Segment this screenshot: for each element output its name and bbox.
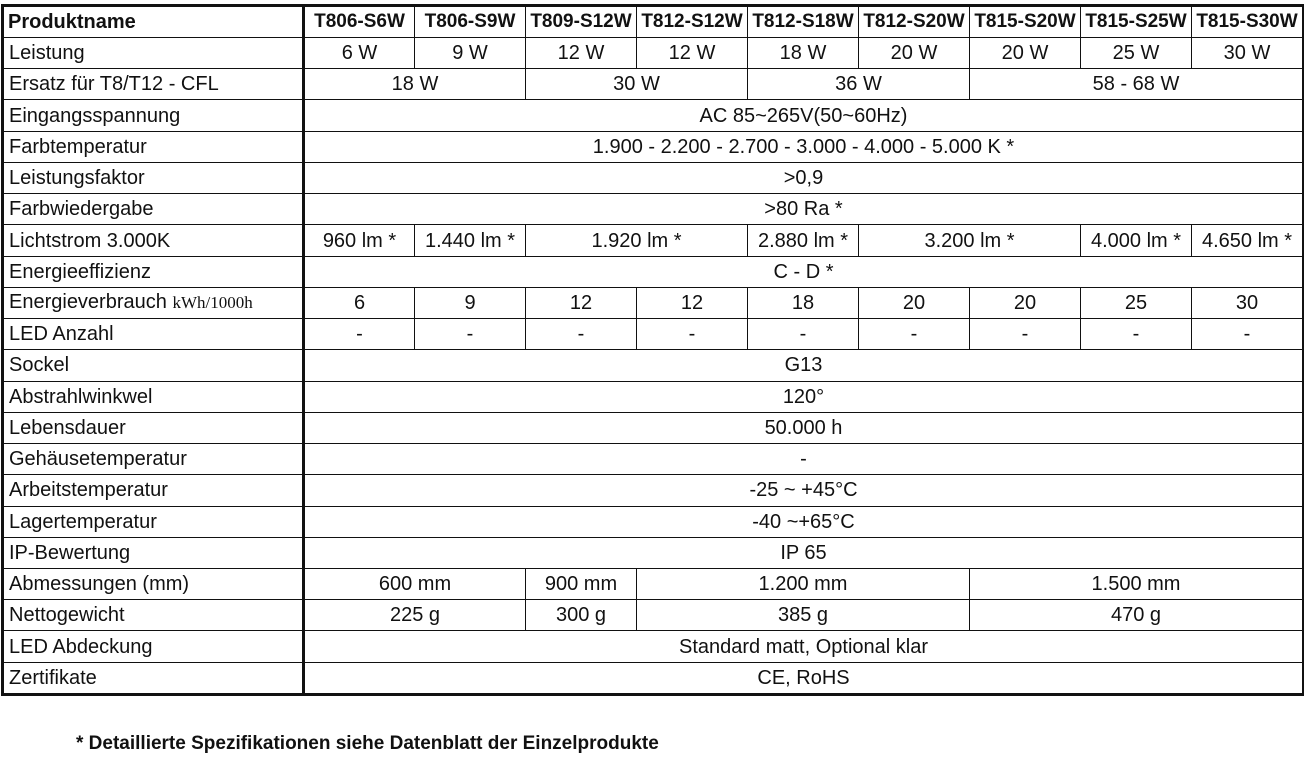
header-row [3, 6, 1304, 38]
spec-row [3, 412, 1304, 443]
row-label-unit: kWh/1000h [172, 293, 253, 313]
spec-row [3, 256, 1304, 287]
spec-cell: 9 W [415, 38, 526, 69]
spec-row [3, 506, 1304, 537]
spec-row [3, 100, 1304, 131]
spec-cell: 4.000 lm * [1081, 225, 1192, 256]
spec-row [3, 537, 1304, 568]
row-label-text: Energieeffizienz [9, 260, 151, 283]
row-label-text: Nettogewicht [9, 604, 125, 627]
spec-cell: 6 [304, 287, 415, 318]
row-label [3, 475, 304, 506]
spec-cell: - [637, 319, 748, 350]
spec-cell: - [859, 319, 970, 350]
row-label [3, 225, 304, 256]
row-label-text: Leistungsfaktor [9, 167, 145, 190]
row-label [3, 100, 304, 131]
row-label-text: Leistung [9, 42, 85, 65]
row-label [3, 194, 304, 225]
row-label-text: Eingangsspannung [9, 104, 181, 127]
spec-cell: CE, RoHS [304, 662, 1304, 694]
row-label [3, 69, 304, 100]
spec-cell: 300 g [526, 600, 637, 631]
header-model: T815-S20W [970, 6, 1081, 38]
spec-cell: - [415, 319, 526, 350]
row-label [3, 287, 304, 318]
header-model: T815-S30W [1192, 6, 1304, 38]
row-label [3, 350, 304, 381]
spec-cell: 1.900 - 2.200 - 2.700 - 3.000 - 4.000 - 5.000 K * [304, 131, 1304, 162]
spec-row [3, 350, 1304, 381]
spec-cell: 1.200 mm [637, 568, 970, 599]
spec-cell: IP 65 [304, 537, 1304, 568]
spec-row [3, 69, 1304, 100]
spec-cell: 30 W [1192, 38, 1304, 69]
header-model: T812-S20W [859, 6, 970, 38]
row-label-text: Zertifikate [9, 666, 97, 689]
spec-row [3, 381, 1304, 412]
row-label [3, 631, 304, 662]
row-label [3, 506, 304, 537]
spec-row [3, 319, 1304, 350]
spec-row [3, 444, 1304, 475]
spec-cell: G13 [304, 350, 1304, 381]
spec-cell: 20 W [970, 38, 1081, 69]
spec-cell: 1.500 mm [970, 568, 1304, 599]
row-label-text: Lichtstrom 3.000K [9, 229, 171, 252]
header-model: T806-S6W [304, 6, 415, 38]
row-label-text: LED Abdeckung [9, 635, 153, 658]
spec-cell: >80 Ra * [304, 194, 1304, 225]
spec-cell: 960 lm * [304, 225, 415, 256]
spec-cell: 18 W [304, 69, 526, 100]
spec-cell: 4.650 lm * [1192, 225, 1304, 256]
spec-cell: AC 85~265V(50~60Hz) [304, 100, 1304, 131]
spec-cell: - [304, 444, 1304, 475]
spec-cell: 50.000 h [304, 412, 1304, 443]
spec-cell: 36 W [748, 69, 970, 100]
spec-cell: 25 W [1081, 38, 1192, 69]
row-label [3, 162, 304, 193]
spec-cell: - [748, 319, 859, 350]
spec-body [3, 38, 1304, 695]
header-model: T806-S9W [415, 6, 526, 38]
row-label [3, 381, 304, 412]
spec-row [3, 568, 1304, 599]
row-label-text: IP-Bewertung [9, 541, 131, 564]
spec-row [3, 662, 1304, 694]
spec-cell: Standard matt, Optional klar [304, 631, 1304, 662]
spec-row [3, 194, 1304, 225]
spec-row [3, 475, 1304, 506]
spec-cell: 12 W [637, 38, 748, 69]
spec-cell: 58 - 68 W [970, 69, 1304, 100]
spec-cell: 25 [1081, 287, 1192, 318]
spec-cell: - [1081, 319, 1192, 350]
spec-cell: 2.880 lm * [748, 225, 859, 256]
header-model: T812-S18W [748, 6, 859, 38]
row-label-text: Farbwiedergabe [9, 198, 154, 221]
spec-cell: C - D * [304, 256, 1304, 287]
spec-cell: 3.200 lm * [859, 225, 1081, 256]
spec-cell: >0,9 [304, 162, 1304, 193]
spec-row [3, 225, 1304, 256]
spec-cell: - [1192, 319, 1304, 350]
row-label [3, 568, 304, 599]
header-model: T812-S12W [637, 6, 748, 38]
spec-row [3, 600, 1304, 631]
row-label-text: Energieverbrauch [9, 291, 167, 314]
spec-cell: 18 W [748, 38, 859, 69]
spec-cell: 120° [304, 381, 1304, 412]
spec-cell: 1.920 lm * [526, 225, 748, 256]
row-label [3, 537, 304, 568]
spec-cell: 20 W [859, 38, 970, 69]
spec-cell: 18 [748, 287, 859, 318]
spec-cell: 12 W [526, 38, 637, 69]
spec-cell: - [970, 319, 1081, 350]
row-label [3, 662, 304, 694]
spec-cell: 12 [526, 287, 637, 318]
header-model: T815-S25W [1081, 6, 1192, 38]
row-label-text: Abstrahlwinkwel [9, 385, 153, 408]
header-label: Produktname [3, 6, 304, 38]
row-label [3, 319, 304, 350]
spec-row [3, 131, 1304, 162]
spec-cell: 900 mm [526, 568, 637, 599]
row-label-text: Ersatz für T8/T12 - CFL [9, 73, 219, 96]
row-label-text: Gehäusetemperatur [9, 448, 187, 471]
spec-cell: 600 mm [304, 568, 526, 599]
spec-cell: 225 g [304, 600, 526, 631]
row-label-text: Lebensdauer [9, 416, 126, 439]
spec-cell: - [526, 319, 637, 350]
spec-cell: - [304, 319, 415, 350]
header-model: T809-S12W [526, 6, 637, 38]
row-label [3, 256, 304, 287]
spec-table [1, 4, 1304, 696]
spec-cell: -40 ~+65°C [304, 506, 1304, 537]
row-label-text: LED Anzahl [9, 323, 114, 346]
spec-cell: 20 [970, 287, 1081, 318]
spec-cell: 30 [1192, 287, 1304, 318]
spec-cell: 30 W [526, 69, 748, 100]
footnote: * Detaillierte Spezifikationen siehe Datenblatt der Einzelprodukte [76, 733, 659, 754]
spec-cell: 9 [415, 287, 526, 318]
spec-cell: 20 [859, 287, 970, 318]
spec-cell: 385 g [637, 600, 970, 631]
row-label-text: Abmessungen (mm) [9, 573, 190, 596]
spec-row [3, 287, 1304, 318]
spec-cell: 1.440 lm * [415, 225, 526, 256]
spec-cell: 6 W [304, 38, 415, 69]
spec-row [3, 38, 1304, 69]
row-label [3, 600, 304, 631]
row-label [3, 412, 304, 443]
spec-cell: 12 [637, 287, 748, 318]
spec-row [3, 162, 1304, 193]
spec-row [3, 631, 1304, 662]
spec-cell: 470 g [970, 600, 1304, 631]
row-label [3, 131, 304, 162]
row-label-text: Arbeitstemperatur [9, 479, 168, 502]
row-label-text: Lagertemperatur [9, 510, 157, 533]
row-label-text: Farbtemperatur [9, 135, 147, 158]
spec-cell: -25 ~ +45°C [304, 475, 1304, 506]
row-label-text: Sockel [9, 354, 70, 377]
row-label [3, 444, 304, 475]
row-label [3, 38, 304, 69]
